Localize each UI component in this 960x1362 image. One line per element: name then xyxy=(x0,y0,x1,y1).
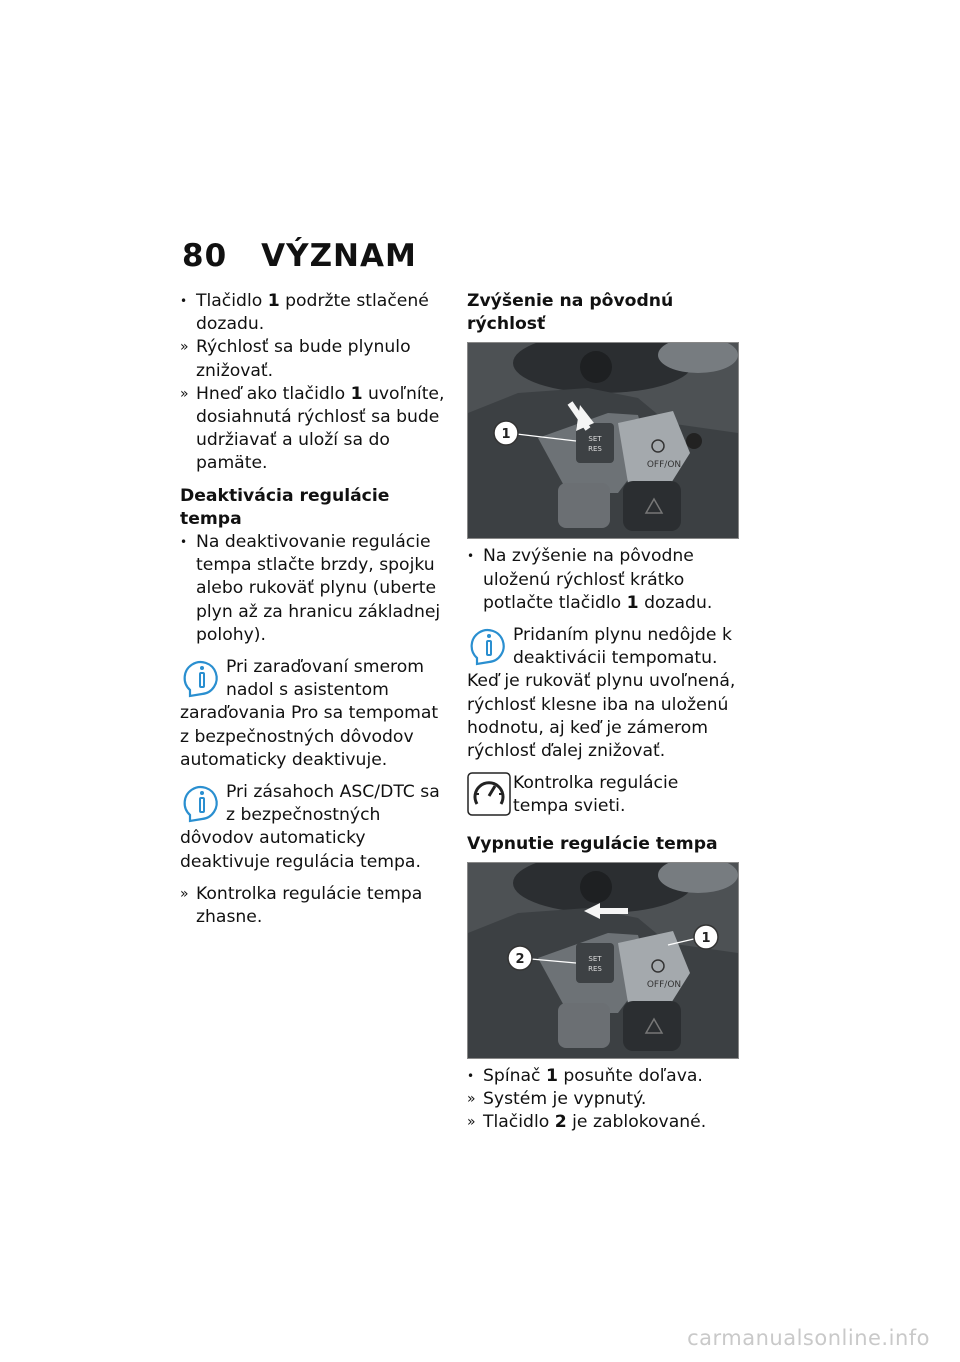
info-icon xyxy=(180,656,224,700)
svg-text:SET: SET xyxy=(588,435,602,444)
svg-text:1: 1 xyxy=(701,930,711,946)
cruise-control-icon xyxy=(467,772,511,816)
svg-text:OFF/ON: OFF/ON xyxy=(646,979,682,990)
svg-text:RES: RES xyxy=(588,964,602,973)
section-heading: Deaktivácia regulácie tempa xyxy=(180,485,390,529)
handlebar-switch-photo xyxy=(467,342,739,539)
handlebar-switch-photo-off xyxy=(467,862,739,1059)
right-column xyxy=(467,290,737,1134)
svg-text:SET: SET xyxy=(588,954,602,963)
list-item: » Systém je vypnutý. xyxy=(467,1088,737,1111)
result-mark: » xyxy=(467,1114,476,1131)
left-column xyxy=(180,290,450,929)
info-note: Pridaním plynu nedôjde k deaktivácii tempomatu. Keď je rukoväť plynu uvoľnená, rýchlosť klesne iba na uloženú hodnotu, aj keď je zámerom rýchlosť ďalej znižovať. xyxy=(467,625,736,762)
list-item: • Spínač 1 posuňte doľava. xyxy=(467,1065,737,1088)
watermark: carmanualsonline.info xyxy=(687,1326,930,1350)
result-mark: » xyxy=(180,339,189,356)
bullet-mark: • xyxy=(180,535,188,550)
list-item: » Hneď ako tlačidlo 1 uvoľníte, dosiahnutá rýchlosť sa bude udržiavať a uloží sa do pamäte. xyxy=(180,383,445,474)
bullet-mark: • xyxy=(180,294,188,308)
svg-text:1: 1 xyxy=(501,427,511,443)
svg-text:OFF/ON: OFF/ON xyxy=(646,460,682,471)
bullet-mark: • xyxy=(467,549,475,564)
section-heading: Zvýšenie na pôvodnú rýchlosť xyxy=(467,291,674,335)
list-item: • Tlačidlo 1 podržte stlačené dozadu. xyxy=(180,291,429,335)
svg-text:2: 2 xyxy=(515,951,525,967)
info-note: Pri zásahoch ASC/DTC sa z bezpečnostných dôvodov automaticky deaktivuje regulácia tempa. xyxy=(180,782,440,872)
list-item: » Tlačidlo 2 je zablokované. xyxy=(467,1111,737,1134)
page-number: 80 xyxy=(182,238,228,274)
result-mark: » xyxy=(467,1091,476,1108)
section-heading: Vypnutie regulácie tempa xyxy=(467,833,718,854)
info-icon xyxy=(467,624,511,668)
list-item: » Rýchlosť sa bude plynulo znižovať. xyxy=(180,337,411,381)
list-item: » Kontrolka regulácie tempa zhasne. xyxy=(180,883,423,928)
info-icon xyxy=(180,781,224,825)
list-item: • Na deaktivovanie regulácie tempa stlačte brzdy, spojku alebo rukoväť plynu (uberte plyn až za hranicu základnej polohy). xyxy=(180,532,441,645)
bullet-mark: • xyxy=(467,1068,475,1083)
indicator-note: Kontrolka regulácie tempa svieti. xyxy=(467,772,737,818)
info-note: Pri zaraďovaní smerom nadol s asistentom zaraďovania Pro sa tempomat z bezpečnostných dôvodov automaticky deaktivuje. xyxy=(180,657,439,770)
result-mark: » xyxy=(180,385,189,402)
result-mark: » xyxy=(180,885,189,902)
page-header xyxy=(182,238,417,274)
page-title: VÝZNAM xyxy=(261,238,417,274)
svg-text:RES: RES xyxy=(588,445,602,454)
list-item: • Na zvýšenie na pôvodne uloženú rýchlosť krátko potlačte tlačidlo 1 dozadu. xyxy=(467,546,713,613)
